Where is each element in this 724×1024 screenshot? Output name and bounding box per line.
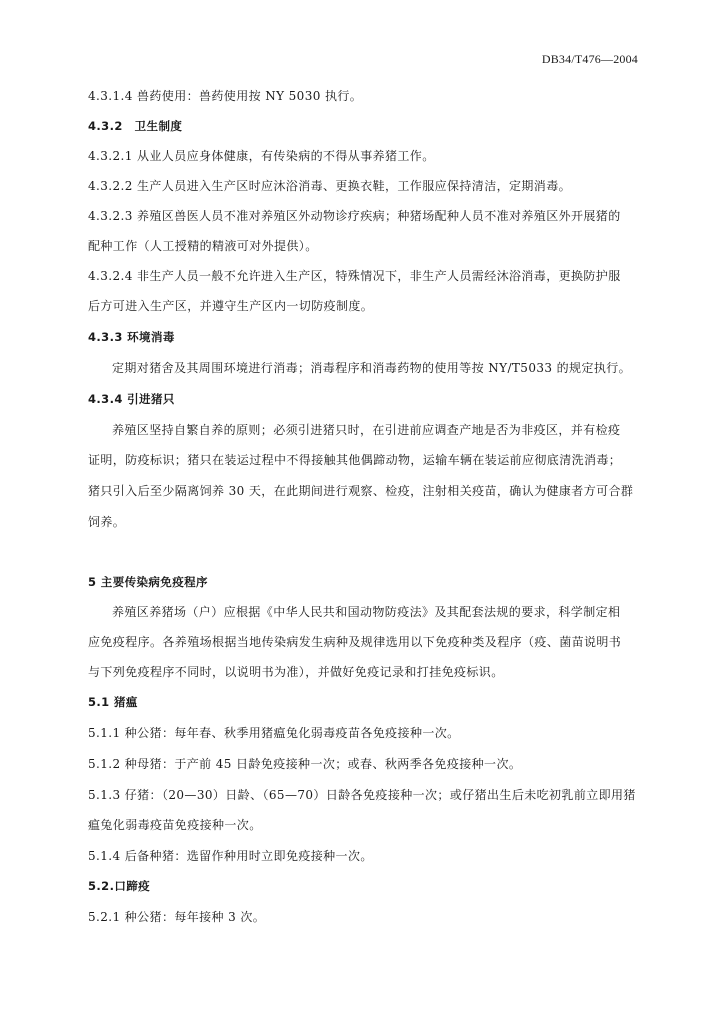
paragraph-introduce-pigs-2: 证明，防疫标识；猪只在装运过程中不得接触其他偶蹄动物，运输车辆在装运前应彻底清洗消毒； (88, 453, 622, 467)
clause-4-3-2-1: 4.3.2.1 从业人员应身体健康，有传染病的不得从事养猪工作。 (88, 149, 435, 163)
clause-4-3-2-3: 4.3.2.3 养殖区兽医人员不准对养殖区外动物诊疗疾病；种猪场配种人员不准对养殖区外开展猪的 (88, 209, 621, 223)
paragraph-immunization-1: 养殖区养猪场（户）应根据《中华人民共和国动物防疫法》及其配套法规的要求，科学制定相 (112, 605, 621, 619)
clause-5-1-1: 5.1.1 种公猪：每年春、秋季用猪瘟兔化弱毒疫苗各免疫接种一次。 (88, 726, 460, 740)
paragraph-immunization-2: 应免疫程序。各养殖场根据当地传染病发生病种及规律选用以下免疫种类及程序（疫、菌苗说明书 (88, 635, 622, 649)
clause-4-3-1-4: 4.3.1.4 兽药使用：兽药使用按 NY 5030 执行。 (88, 89, 363, 103)
heading-4-3-4: 4.3.4 引进猪只 (88, 392, 175, 406)
heading-5-1: 5.1 猪瘟 (88, 695, 138, 709)
clause-5-1-2: 5.1.2 种母猪：于产前 45 日龄免疫接种一次；或春、秋两季各免疫接种一次。 (88, 757, 522, 771)
paragraph-immunization-3: 与下列免疫程序不同时，以说明书为准），并做好免疫记录和打挂免疫标识。 (88, 665, 504, 679)
clause-4-3-2-4-cont: 后方可进入生产区，并遵守生产区内一切防疫制度。 (88, 299, 374, 313)
clause-5-1-3-cont: 瘟兔化弱毒疫苗免疫接种一次。 (88, 818, 262, 832)
section-5-title: 5 主要传染病免疫程序 (88, 575, 208, 589)
heading-5-2: 5.2.口蹄疫 (88, 879, 151, 893)
paragraph-introduce-pigs-3: 猪只引入后至少隔离饲养 30 天，在此期间进行观察、检疫，注射相关疫苗，确认为健康者方可合群 (88, 484, 634, 498)
paragraph-introduce-pigs-4: 饲养。 (88, 515, 126, 529)
document-code: DB34/T476—2004 (541, 52, 638, 66)
clause-4-3-2-3-cont: 配种工作（人工授精的精液可对外提供）。 (88, 239, 318, 253)
heading-4-3-3: 4.3.3 环境消毒 (88, 330, 175, 344)
paragraph-environment-disinfection: 定期对猪舍及其周围环境进行消毒；消毒程序和消毒药物的使用等按 NY/T5033 的规定执行。 (112, 361, 632, 375)
heading-4-3-2: 4.3.2 卫生制度 (88, 119, 183, 133)
clause-5-2-1: 5.2.1 种公猪：每年接种 3 次。 (88, 910, 266, 924)
clause-4-3-2-2: 4.3.2.2 生产人员进入生产区时应沐浴消毒、更换衣鞋，工作服应保持清洁，定期消毒。 (88, 179, 571, 193)
paragraph-introduce-pigs-1: 养殖区坚持自繁自养的原则；必须引进猪只时，在引进前应调查产地是否为非疫区，并有检疫 (112, 423, 621, 437)
clause-5-1-4: 5.1.4 后备种猪：选留作种用时立即免疫接种一次。 (88, 849, 373, 863)
clause-4-3-2-4: 4.3.2.4 非生产人员一般不允许进入生产区，特殊情况下，非生产人员需经沐浴消毒，更换防护服 (88, 269, 621, 283)
clause-5-1-3: 5.1.3 仔猪：（20—30）日龄、（65—70）日龄各免疫接种一次；或仔猪出生后未吃初乳前立即用猪 (88, 788, 636, 802)
